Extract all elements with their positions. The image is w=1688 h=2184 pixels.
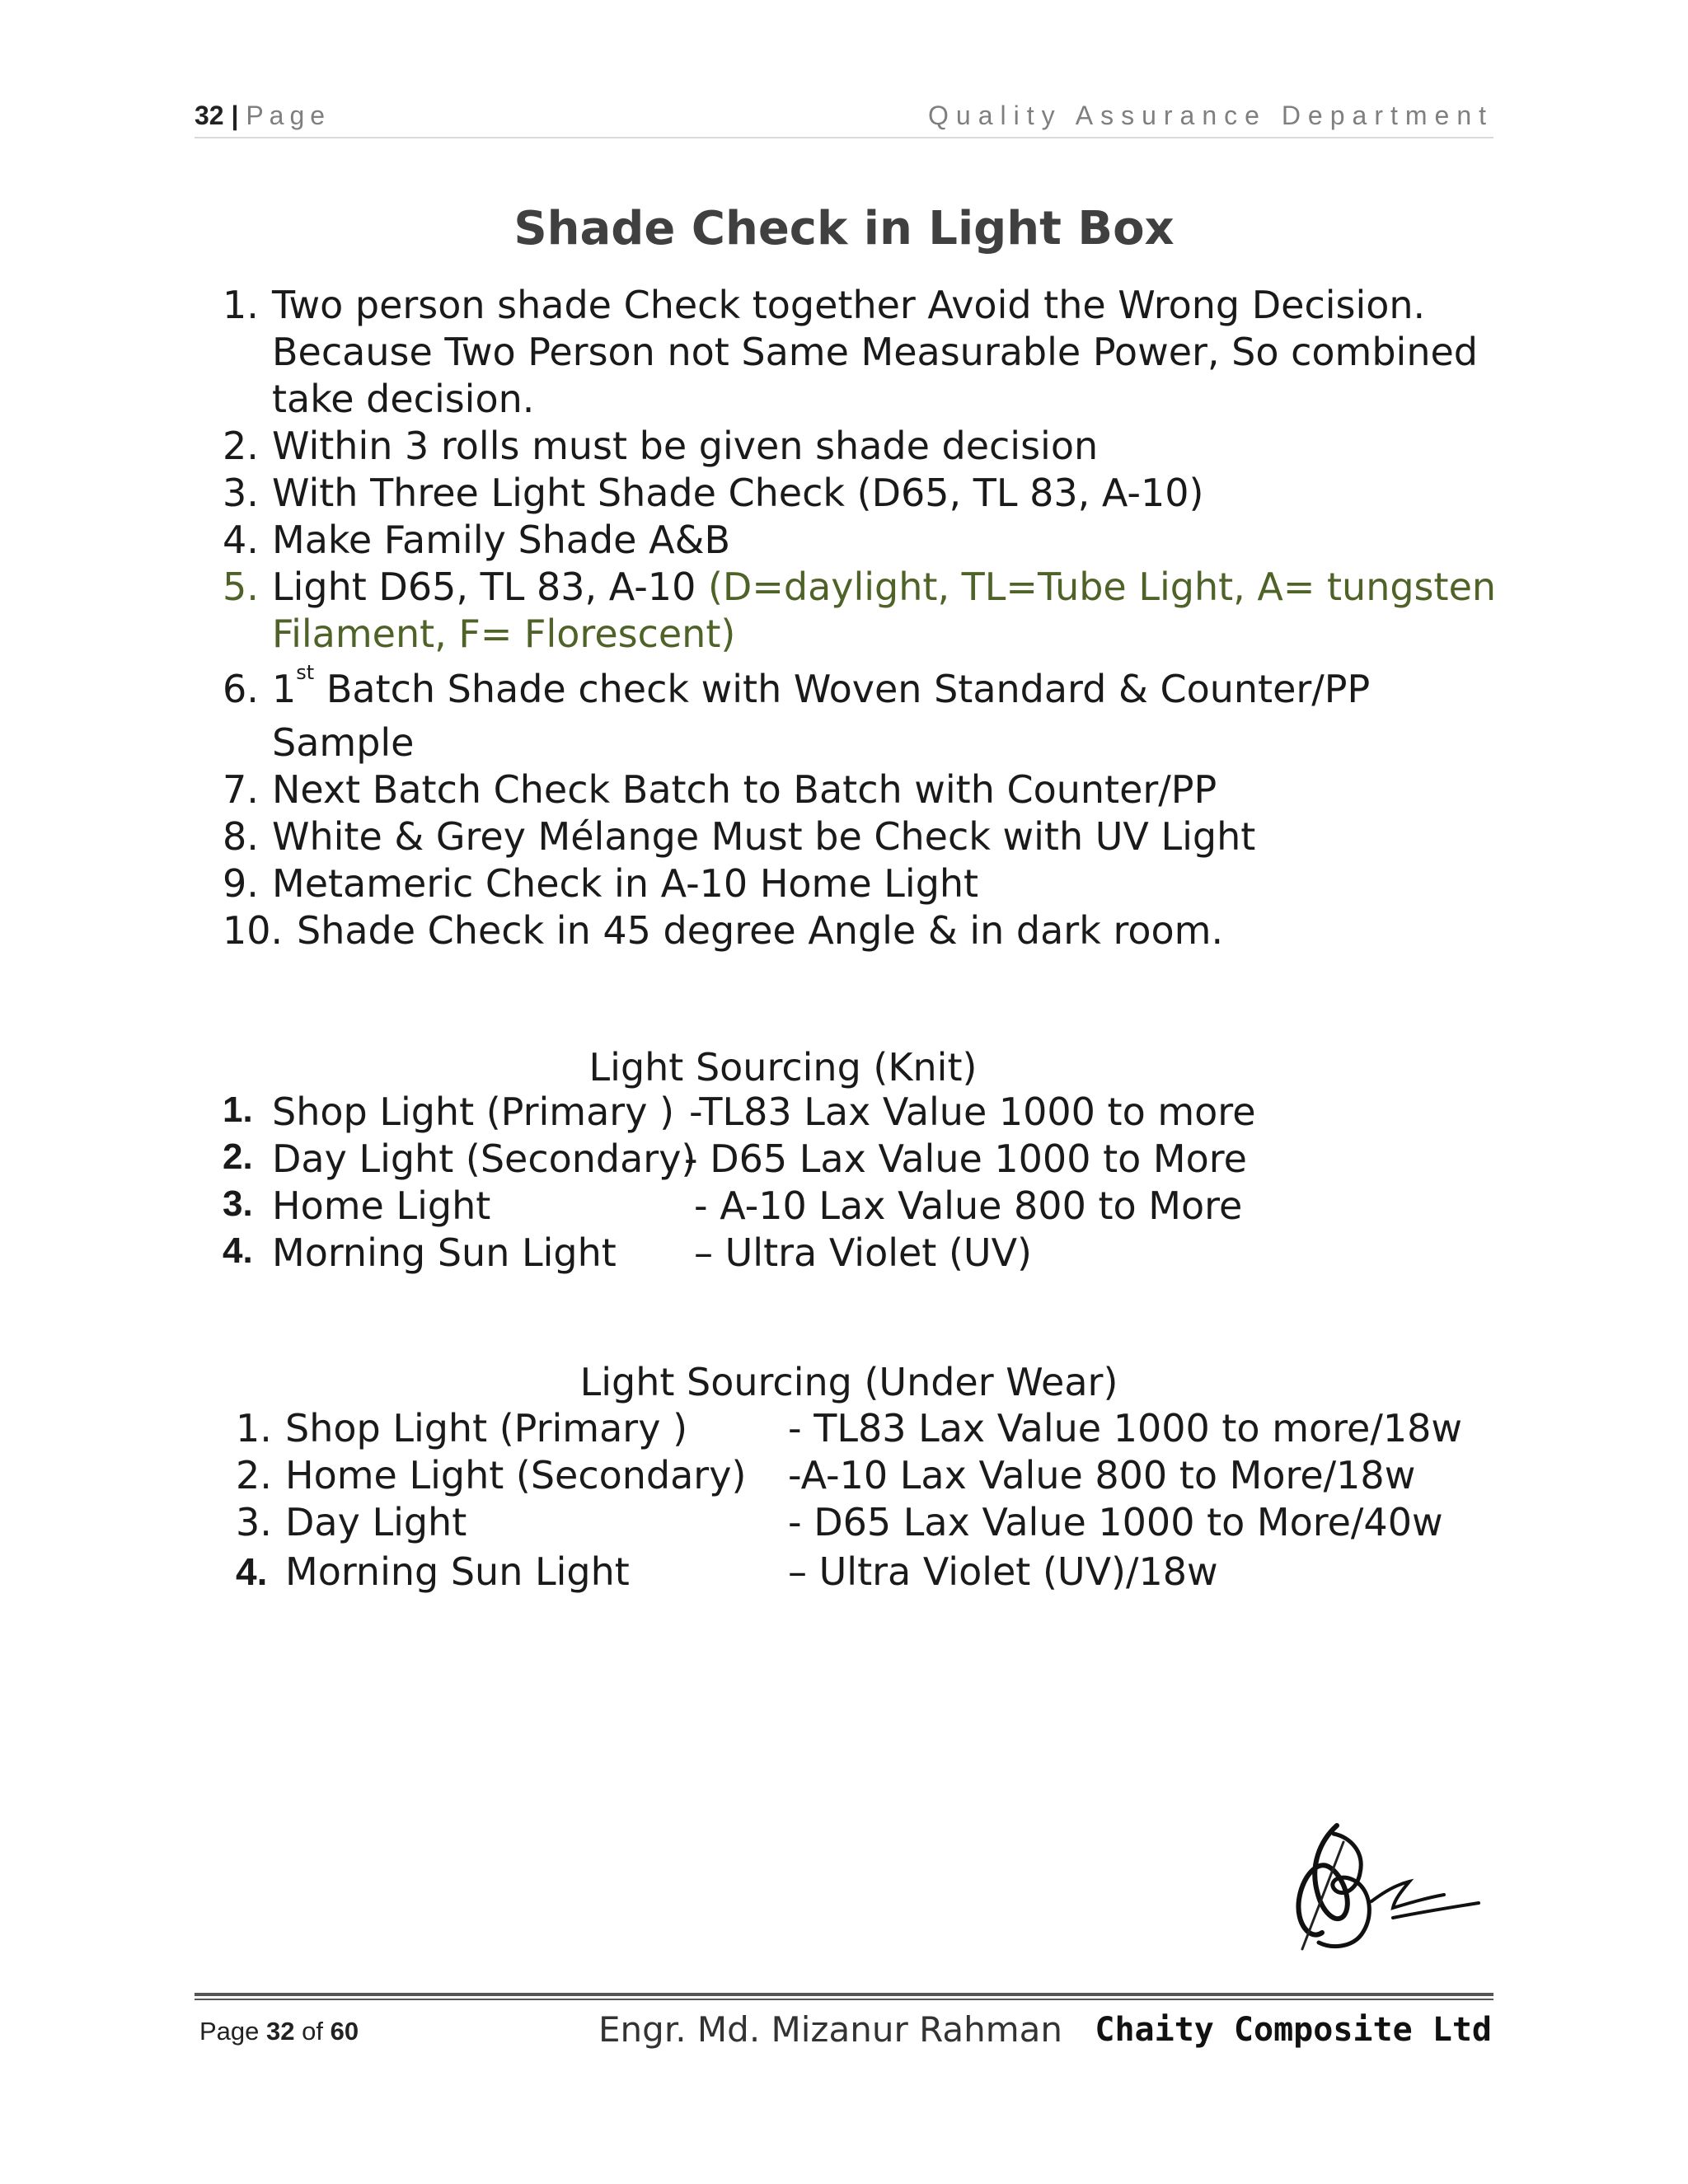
footer-divider — [195, 1993, 1493, 1996]
list-item-note: (D=daylight, TL=Tube Light, A= tungsten — [707, 565, 1497, 609]
section-title-underwear: Light Sourcing (Under Wear) — [579, 1360, 1118, 1404]
list-item-text: Next Batch Check Batch to Batch with Counter/PP — [272, 767, 1217, 812]
list-item-number: 10. — [223, 908, 284, 953]
ordinal-number: 1 — [272, 667, 297, 711]
list-item — [223, 661, 1508, 766]
shade-check-list — [223, 282, 1508, 954]
row-value: - A-10 Lax Value 800 to More — [694, 1183, 1243, 1228]
row-label: Home Light — [272, 1183, 491, 1228]
header-page-label — [195, 101, 331, 131]
header-separator: | — [231, 101, 239, 130]
list-item — [223, 564, 1508, 658]
list-item-line: take decision. — [272, 377, 535, 421]
list-item — [223, 860, 1508, 907]
row-value: - TL83 Lax Value 1000 to more/18w — [788, 1406, 1463, 1451]
row-value: - D65 Lax Value 1000 to More/40w — [788, 1500, 1443, 1544]
row-value: – Ultra Violet (UV)/18w — [788, 1549, 1218, 1594]
list-item-number: 5. — [223, 565, 259, 609]
footer-of-word: of — [302, 2017, 323, 2046]
row-value: – Ultra Violet (UV) — [694, 1230, 1032, 1275]
list-item-main-text: Batch Shade check with Woven Standard & Counter/PP — [314, 667, 1371, 711]
footer-page-count — [199, 2017, 359, 2046]
page-header — [195, 97, 1493, 138]
list-item-line: Because Two Person not Same Measurable Power, So combined — [272, 330, 1478, 374]
list-item — [223, 282, 1508, 423]
list-item — [223, 813, 1508, 860]
page-title: Shade Check in Light Box — [513, 202, 1175, 255]
list-item-number: 4. — [223, 518, 259, 562]
footer-page-word: Page — [199, 2017, 260, 2046]
row-label: Home Light (Secondary) — [285, 1453, 747, 1497]
ordinal-suffix: st — [296, 661, 315, 684]
footer-author: Engr. Md. Mizanur Rahman — [598, 2009, 1062, 2050]
row-value: - D65 Lax Value 1000 to More — [684, 1137, 1247, 1181]
header-department: Quality Assurance Department — [928, 101, 1493, 130]
row-number: 1. — [236, 1406, 272, 1451]
row-value: -TL83 Lax Value 1000 to more — [689, 1090, 1256, 1134]
row-number: 3. — [236, 1500, 272, 1544]
list-item-line: Sample — [272, 720, 415, 765]
list-item-main-text: Light D65, TL 83, A-10 — [272, 565, 708, 609]
list-item-number: 3. — [223, 471, 259, 515]
row-label: Day Light — [285, 1500, 467, 1544]
list-item-text — [272, 661, 1508, 719]
row-label: Morning Sun Light — [272, 1230, 617, 1275]
footer-company: Chaity Composite Ltd — [1095, 2011, 1492, 2049]
list-item-text: Within 3 rolls must be given shade decision — [272, 424, 1099, 468]
list-item-text: White & Grey Mélange Must be Check with UV Light — [272, 814, 1256, 859]
row-number: 1. — [223, 1090, 253, 1130]
header-page-word: Page — [246, 101, 331, 130]
footer-page-total: 60 — [330, 2017, 359, 2046]
list-item-number: 6. — [223, 667, 259, 711]
list-item — [223, 907, 1508, 954]
list-item-number: 2. — [223, 424, 259, 468]
signature-image — [1286, 1809, 1500, 1974]
list-item-text: Shade Check in 45 degree Angle & in dark room. — [297, 908, 1224, 953]
row-label: Shop Light (Primary ) — [285, 1406, 688, 1451]
section-title-knit: Light Sourcing (Knit) — [588, 1045, 978, 1090]
list-item-text: With Three Light Shade Check (D65, TL 83, A-10) — [272, 471, 1204, 515]
list-item-text: Metameric Check in A-10 Home Light — [272, 861, 979, 906]
list-item-number: 7. — [223, 767, 259, 812]
list-item — [223, 423, 1508, 470]
list-item-text — [272, 564, 1508, 611]
row-number: 4. — [223, 1230, 253, 1271]
list-item-note: Filament, F= Florescent) — [272, 612, 736, 656]
row-label: Morning Sun Light — [285, 1549, 630, 1594]
list-item-number: 1. — [223, 283, 259, 327]
list-item-line: Two person shade Check together Avoid the Wrong Decision. — [272, 283, 1426, 327]
list-item — [223, 470, 1508, 517]
list-item-text: Make Family Shade A&B — [272, 518, 730, 562]
row-number: 2. — [223, 1137, 253, 1177]
footer-page-current: 32 — [266, 2017, 295, 2046]
list-item — [223, 766, 1508, 813]
list-item-number: 9. — [223, 861, 259, 906]
row-label: Shop Light (Primary ) — [272, 1090, 675, 1134]
row-label: Day Light (Secondary) — [272, 1137, 696, 1181]
row-number: 2. — [236, 1453, 272, 1497]
header-page-number: 32 — [195, 101, 224, 130]
list-item-number: 8. — [223, 814, 259, 859]
list-item — [223, 517, 1508, 564]
row-number: 4. — [236, 1550, 268, 1593]
footer-divider-thin — [195, 1999, 1493, 2000]
row-number: 3. — [223, 1183, 253, 1224]
row-value: -A-10 Lax Value 800 to More/18w — [788, 1453, 1416, 1497]
